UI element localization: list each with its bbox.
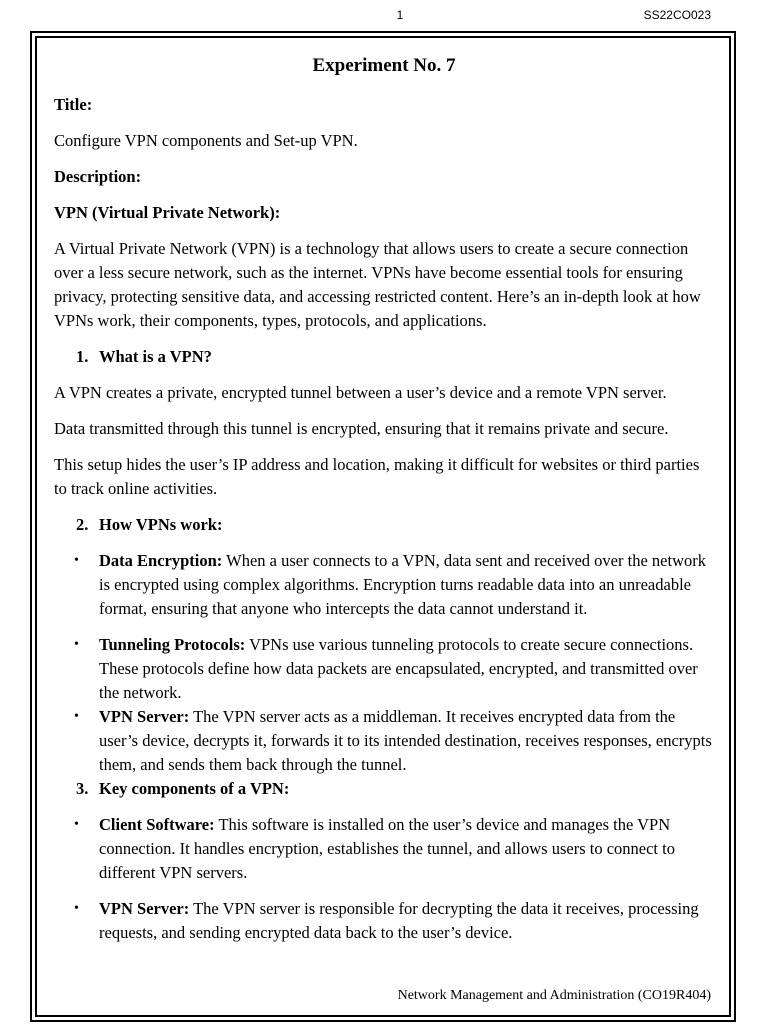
bullet-term: VPN Server:: [99, 707, 190, 726]
bullet-icon: •: [74, 709, 79, 724]
title-text: Configure VPN components and Set-up VPN.: [54, 131, 358, 150]
bullet-text: VPNs use various tunneling protocols to create secure connections. These protocols define how data packets are encapsulated, encrypted, and transmitted over the network.: [99, 635, 698, 702]
bullet-item: [54, 633, 714, 705]
document-id: SS22CO023: [643, 8, 711, 22]
bullet-term: Tunneling Protocols:: [99, 635, 246, 654]
bullet-icon: •: [74, 817, 79, 832]
section-heading: [54, 777, 714, 801]
section-number: 3.: [76, 779, 89, 798]
paragraph: Data transmitted through this tunnel is encrypted, ensuring that it remains private and secure.: [54, 419, 669, 438]
bullet-icon: •: [74, 901, 79, 916]
bullet-icon: •: [74, 637, 79, 652]
bullet-term: VPN Server:: [99, 899, 190, 918]
section-heading: [54, 345, 714, 369]
bullet-term: Data Encryption:: [99, 551, 223, 570]
bullet-text: The VPN server is responsible for decrypting the data it receives, processing requests, and sending encrypted data back to the user’s device.: [99, 899, 699, 942]
section-title: Key components of a VPN:: [99, 779, 290, 798]
bullet-term: Client Software:: [99, 815, 215, 834]
bullet-text: This software is installed on the user’s device and manages the VPN connection. It handles encryption, establishes the tunnel, and allows users to connect to different VPN servers.: [99, 815, 675, 882]
section-number: 2.: [76, 515, 89, 534]
section-heading: [54, 513, 714, 537]
section-number: 1.: [76, 347, 89, 366]
paragraph: A VPN creates a private, encrypted tunnel between a user’s device and a remote VPN server.: [54, 383, 667, 402]
section-title: What is a VPN?: [99, 347, 212, 366]
bullet-item: [54, 897, 714, 945]
footer-course: Network Management and Administration (CO19R404): [397, 988, 711, 1003]
document-body: [54, 53, 714, 957]
bullet-item: [54, 813, 714, 885]
bullet-icon: •: [74, 553, 79, 568]
description-label: Description:: [54, 167, 142, 186]
bullet-item: [54, 705, 714, 777]
vpn-heading: VPN (Virtual Private Network):: [54, 203, 281, 222]
intro-paragraph: A Virtual Private Network (VPN) is a technology that allows users to create a secure connection over a less secure network, such as the internet. VPNs have become essential tools for ensuring privacy, protecting sensitive data, and accessing restricted content. Here’s an in-depth look at how VPNs work, their components, types, protocols, and applications.: [54, 239, 701, 330]
experiment-heading: Experiment No. 7: [312, 55, 456, 76]
bullet-item: [54, 549, 714, 621]
title-label: Title:: [54, 95, 93, 114]
section-title: How VPNs work:: [99, 515, 223, 534]
bullet-text: The VPN server acts as a middleman. It receives encrypted data from the user’s device, decrypts it, forwards it to its intended destination, receives responses, encrypts them, and sends them back through the tunnel.: [99, 707, 712, 774]
paragraph: This setup hides the user’s IP address and location, making it difficult for websites or third parties to track online activities.: [54, 455, 700, 498]
bullet-text: When a user connects to a VPN, data sent and received over the network is encrypted using complex algorithms. Encryption turns readable data into an unreadable format, ensuring that anyone who intercepts the data cannot understand it.: [99, 551, 706, 618]
page-number: 1: [396, 8, 404, 22]
